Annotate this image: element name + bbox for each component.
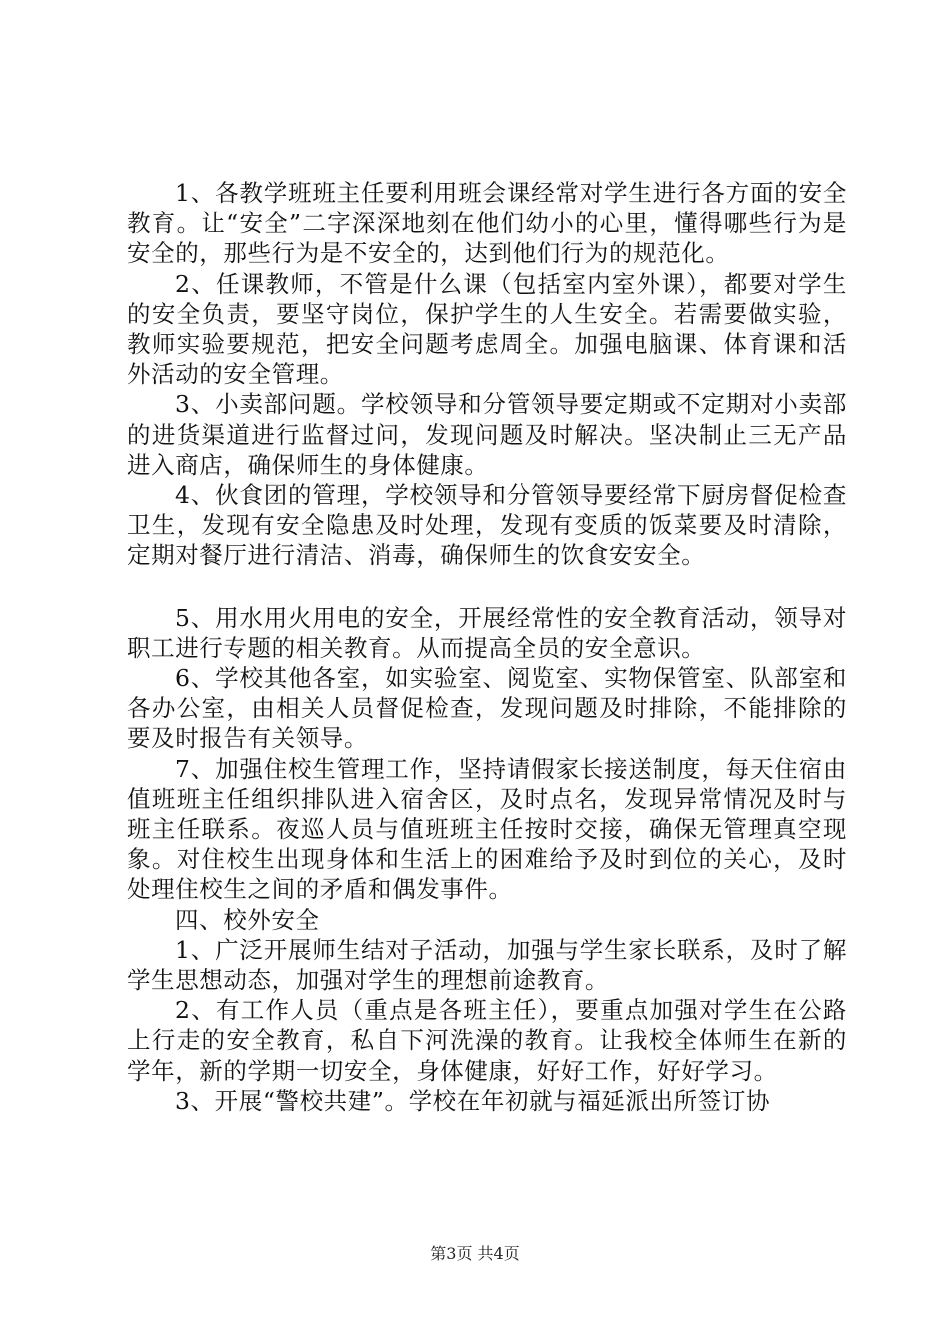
paragraph-mentoring: 1、广泛开展师生结对子活动，加强与学生家长联系，及时了解学生思想动态，加强对学生的理想前途教育。 <box>127 935 847 995</box>
document-body <box>127 178 847 1116</box>
paragraph-class-teacher-education: 1、各教学班班主任要利用班会课经常对学生进行各方面的安全教育。让“安全”二字深深地刻在他们幼小的心里，懂得哪些行为是安全的，那些行为是不安全的，达到他们行为的规范化。 <box>127 179 847 268</box>
section-heading-off-campus-safety: 四、校外安全 <box>175 905 320 934</box>
paragraph-road-safety: 2、有工作人员（重点是各班主任），要重点加强对学生在公路上行走的安全教育，私自下河洗澡的教育。让我校全体师生在新的学年，新的学期一切安全，身体健康，好好工作，好好学习。 <box>127 996 847 1085</box>
page-number-footer: 第3页 共4页 <box>430 1244 520 1263</box>
paragraph-water-fire-electricity: 5、用水用火用电的安全，开展经常性的安全教育活动，领导对职工进行专题的相关教育。从而提高全员的安全意识。 <box>127 603 847 662</box>
paragraph-other-rooms: 6、学校其他各室，如实验室、阅览室、实物保管室、队部室和各办公室，由相关人员督促检查，发现问题及时排除，不能排除的要及时报告有关领导。 <box>127 664 847 753</box>
paragraph-boarding-students: 7、加强住校生管理工作，坚持请假家长接送制度，每天住宿由值班班主任组织排队进入宿舍区，及时点名，发现异常情况及时与班主任联系。夜巡人员与值班班主任按时交接，确保无管理真空现象。对住校生出现身体和生活上的困难给予及时到位的关心，及时处理住校生之间的矛盾和偶发事件。 <box>127 754 847 904</box>
paragraph-subject-teachers: 2、任课教师，不管是什么课（包括室内室外课），都要对学生的安全负责，要坚守岗位，保护学生的人生安全。若需要做实验，教师实验要规范，把安全问题考虑周全。加强电脑课、体育课和活外活动的安全管理。 <box>127 269 847 389</box>
paragraph-dining-hall: 4、伙食团的管理，学校领导和分管领导要经常下厨房督促检查卫生，发现有安全隐患及时处理，发现有变质的饭菜要及时清除，定期对餐厅进行清洁、消毒，确保师生的饮食安安全。 <box>127 481 847 570</box>
paragraph-police-school: 3、开展“警校共建”。学校在年初就与福延派出所签订协 <box>175 1086 771 1115</box>
paragraph-canteen-shop: 3、小卖部问题。学校领导和分管领导要定期或不定期对小卖部的进货渠道进行监督过问，发现问题及时解决。坚决制止三无产品进入商店，确保师生的身体健康。 <box>127 390 847 479</box>
